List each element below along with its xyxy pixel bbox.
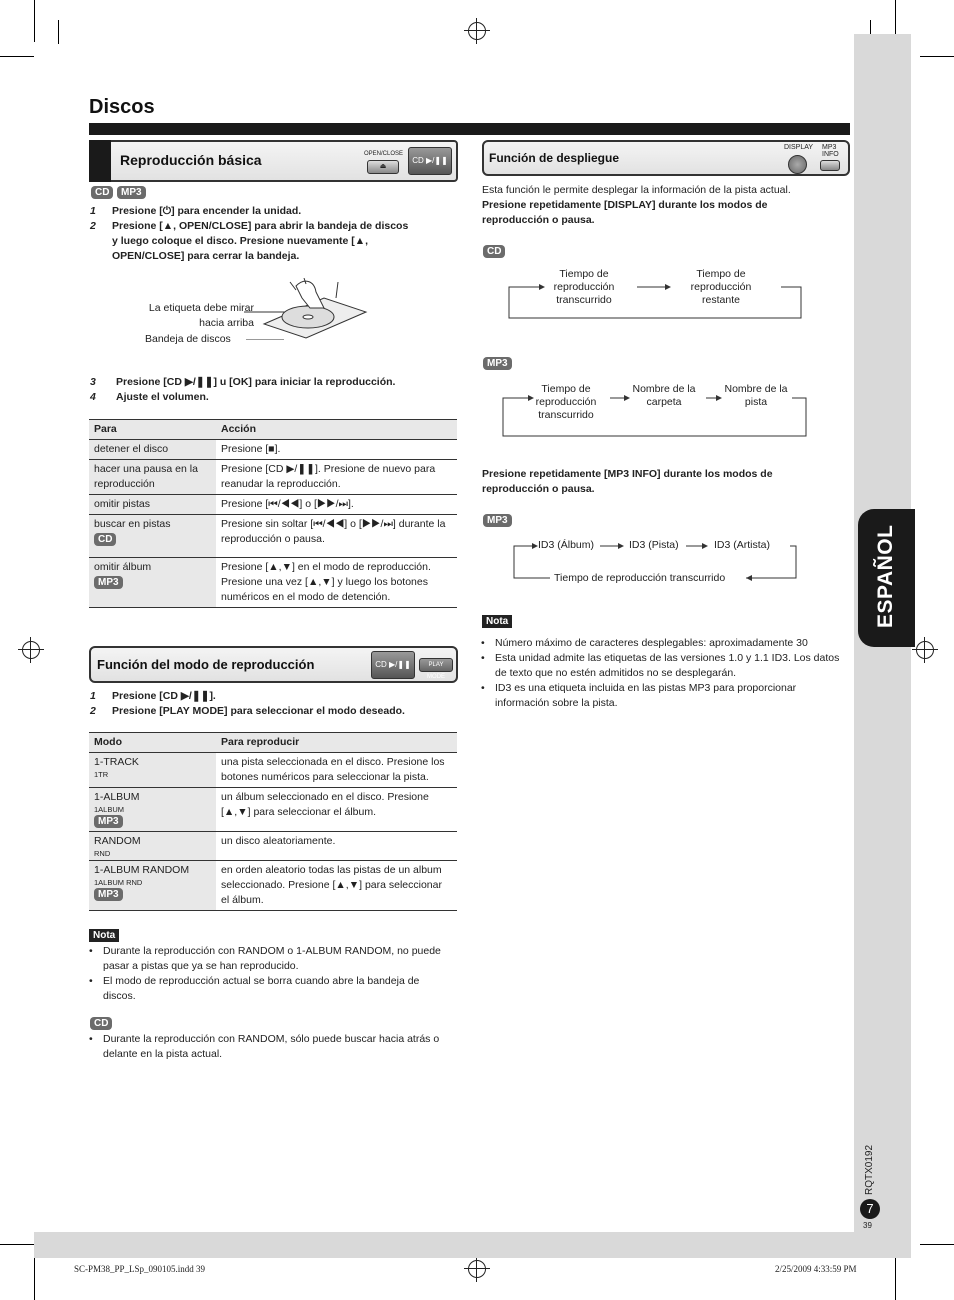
display-intro: Esta función le permite desplegar la información de la pista actual.	[482, 184, 791, 196]
open-close-button: ⏏	[367, 160, 399, 174]
flow-id3-track: ID3 (Pista)	[629, 539, 679, 551]
mp3-info-label: MP3 INFO	[822, 144, 839, 158]
footer-timestamp: 2/25/2009 4:33:59 PM	[775, 1264, 857, 1274]
registration-mark	[916, 641, 934, 659]
row-desc: un álbum seleccionado en el disco. Presione [▲,▼] para seleccionar el álbum.	[216, 788, 457, 832]
row-mode: RANDOM RND	[89, 832, 216, 861]
page-number-small: 39	[863, 1221, 872, 1230]
list-item: • Número máximo de caracteres desplegables: aproximadamente 30	[481, 636, 843, 651]
list-item: • Esta unidad admite las etiquetas de las versiones 1.0 y 1.1 ID3. Los datos de texto que no estén admitidos no se desplegarán.	[481, 651, 843, 681]
play-mode-title: Función del modo de reproducción	[97, 657, 315, 672]
mp3-info-button	[820, 160, 840, 171]
step-3: 3 Presione [CD ▶/❚❚] u [OK] para iniciar la reproducción.	[90, 376, 396, 388]
basic-playback-title: Reproducción básica	[120, 152, 262, 168]
page-title: Discos	[89, 96, 155, 118]
table-row	[89, 788, 457, 832]
list-item: • El modo de reproducción actual se borra cuando abre la bandeja de discos.	[89, 974, 449, 1004]
header-para-reproducir: Para reproducir	[216, 733, 457, 753]
cd-flow-arrows	[505, 280, 805, 322]
title-rule	[89, 123, 850, 135]
crop-mark	[0, 56, 34, 57]
language-tab-label: ESPAÑOL	[874, 524, 897, 628]
note-label: Nota	[482, 615, 512, 628]
mp3-tag: MP3	[94, 888, 123, 901]
display-label: DISPLAY	[784, 144, 814, 151]
step-4: 4 Ajuste el volumen.	[90, 391, 209, 403]
step-2: 2 Presione [▲, OPEN/CLOSE] para abrir la bandeja de discos y luego coloque el disco. Presione nuevamente [▲, OPEN/CLOSE] para cerrar la bandeja.	[90, 220, 409, 262]
flow-remaining: Tiempo de reproducción restante	[690, 268, 752, 306]
table-row	[89, 495, 457, 515]
flow-id3-artist: ID3 (Artista)	[714, 539, 771, 551]
list-item: • Durante la reproducción con RANDOM o 1-ALBUM RANDOM, no puede pasar a pistas que ya se han reproducido.	[89, 944, 449, 974]
mp3-tag: MP3	[483, 514, 512, 527]
flow-id3-album: ID3 (Álbum)	[538, 539, 595, 551]
mp3-flow-arrows	[500, 390, 810, 440]
registration-mark	[468, 22, 486, 40]
row-action: Presione [⏮/◀◀] o [▶▶/⏭].	[216, 495, 457, 515]
flow-elapsed: Tiempo de reproducción transcurrido	[553, 268, 615, 306]
flow-track: Nombre de la pista	[724, 383, 788, 408]
display-notes	[481, 636, 843, 711]
play-mode-button: PLAY MODE	[419, 658, 453, 672]
header-para: Para	[89, 420, 216, 440]
crop-mark	[58, 20, 59, 44]
header-modo: Modo	[89, 733, 216, 753]
id3-flow-arrows	[510, 540, 800, 585]
table-row	[89, 460, 457, 495]
row-action: Presione [CD ▶/❚❚]. Presione de nuevo para reanudar la reproducción.	[216, 460, 457, 495]
row-desc: un disco aleatoriamente.	[216, 832, 457, 861]
row-action: Presione [■].	[216, 440, 457, 460]
crop-mark	[895, 1258, 896, 1300]
registration-mark	[468, 1260, 486, 1278]
cd-play-button: CD ▶/❚❚	[371, 651, 415, 679]
row-purpose: hacer una pausa en la reproducción	[89, 460, 216, 495]
footer-file: SC-PM38_PP_LSp_090105.indd 39	[74, 1264, 206, 1274]
row-purpose: detener el disco	[89, 440, 216, 460]
display-instruction: Presione repetidamente [DISPLAY] durante los modos de reproducción o pausa.	[482, 199, 768, 226]
crop-mark	[34, 1258, 35, 1300]
display-function-title: Función de despliegue	[489, 151, 620, 165]
table-row	[89, 753, 457, 788]
row-desc: en orden aleatorio todas las pistas de un album seleccionado. Presione [▲,▼] para seleccionar el álbum.	[216, 861, 457, 911]
row-desc: una pista seleccionada en el disco. Presione los botones numéricos para seleccionar la pista.	[216, 753, 457, 788]
row-action: Presione [▲,▼] en el modo de reproducción. Presione una vez [▲,▼] y luego los botones numéricos en el modo de detención.	[216, 558, 457, 608]
list-item: • ID3 es una etiqueta incluida en las pistas MP3 para proporcionar información sobre la pista.	[481, 681, 843, 711]
table-row	[89, 515, 457, 558]
table-header-row	[89, 733, 457, 753]
table-row	[89, 440, 457, 460]
flow-id3-elapsed: Tiempo de reproducción transcurrido	[554, 572, 726, 584]
page-number-badge: 7	[860, 1199, 880, 1219]
cd-play-button: CD ▶/❚❚	[408, 147, 452, 175]
display-button	[788, 155, 807, 174]
open-close-label: OPEN/CLOSE	[364, 151, 404, 157]
table-header-row	[89, 420, 457, 440]
pm-step-2: 2 Presione [PLAY MODE] para seleccionar el modo deseado.	[90, 705, 405, 717]
flow-elapsed: Tiempo de reproducción transcurrido	[535, 383, 597, 421]
header-accion: Acción	[216, 420, 457, 440]
mp3-tag: MP3	[94, 576, 123, 589]
row-purpose: omitir pistas	[89, 495, 216, 515]
cd-tag: CD	[483, 245, 505, 258]
table-row	[89, 861, 457, 911]
mp3-info-instruction: Presione repetidamente [MP3 INFO] durante los modos de reproducción o pausa.	[482, 468, 773, 495]
bottom-gray-band	[34, 1232, 911, 1258]
crop-mark	[920, 56, 954, 57]
basic-action-table	[89, 419, 457, 608]
registration-mark	[22, 641, 40, 659]
play-mode-table	[89, 732, 457, 911]
row-purpose: omitir álbum MP3	[89, 558, 216, 608]
table-row	[89, 832, 457, 861]
figure-label-tray: Bandeja de discos	[145, 333, 231, 345]
cd-tag: CD	[91, 186, 113, 199]
section-marker	[89, 140, 111, 182]
table-row	[89, 558, 457, 608]
row-action: Presione sin soltar [⏮/◀◀] o [▶▶/⏭] durante la reproducción o pausa.	[216, 515, 457, 558]
mp3-tag: MP3	[483, 357, 512, 370]
disc-tray-illustration	[244, 278, 369, 340]
cd-notes	[89, 1032, 461, 1062]
row-mode: 1-ALBUM RANDOM 1ALBUM RND MP3	[89, 861, 216, 911]
row-mode: 1-ALBUM 1ALBUM MP3	[89, 788, 216, 832]
mp3-tag: MP3	[117, 186, 146, 199]
crop-mark	[920, 1244, 954, 1245]
figure-label-label: La etiqueta debe mirar hacia arriba	[148, 302, 254, 329]
note-label: Nota	[89, 929, 119, 942]
mp3-tag: MP3	[94, 815, 123, 828]
doc-code: RQTX0192	[864, 1144, 875, 1195]
pm-step-1: 1 Presione [CD ▶/❚❚].	[90, 690, 216, 702]
cd-tag: CD	[90, 1017, 112, 1030]
row-purpose: buscar en pistas CD	[89, 515, 216, 558]
step-1: 1 Presione [⏻] para encender la unidad.	[90, 205, 302, 217]
list-item: • Durante la reproducción con RANDOM, sólo puede buscar hacia atrás o delante en la pista actual.	[89, 1032, 461, 1062]
crop-mark	[0, 1244, 34, 1245]
play-mode-notes	[89, 944, 449, 1004]
crop-mark	[34, 0, 35, 42]
flow-folder: Nombre de la carpeta	[632, 383, 696, 408]
row-mode: 1-TRACK 1TR	[89, 753, 216, 788]
cd-tag: CD	[94, 533, 116, 546]
